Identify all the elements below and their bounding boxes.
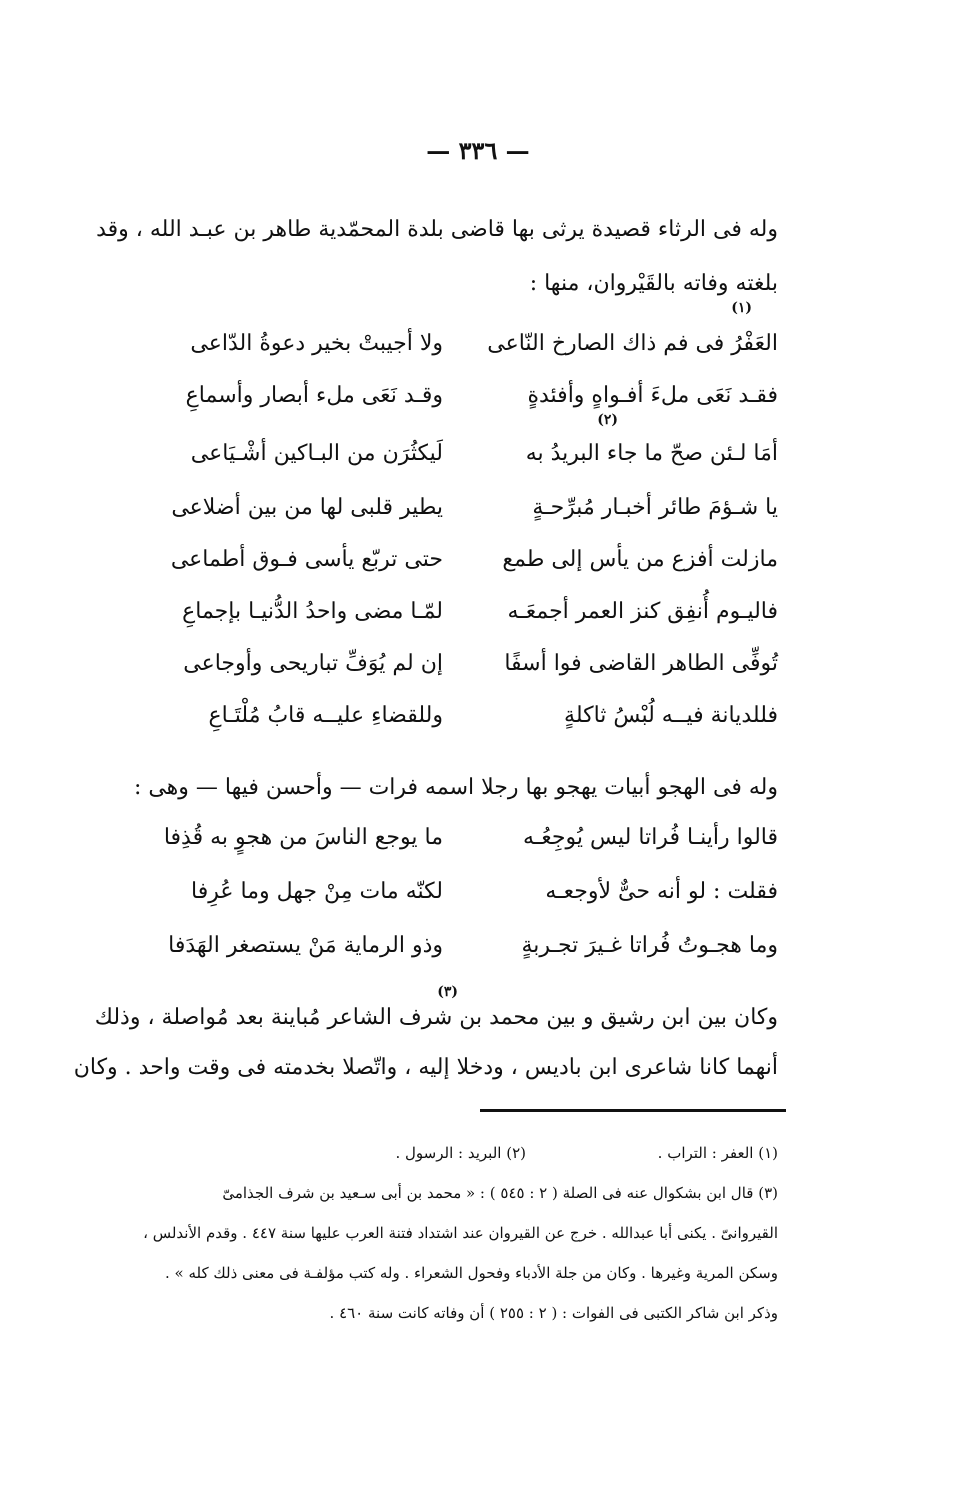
first-hemistich: قالوا رأينـا فُراتا ليس يُوجِعُـه [523,825,778,850]
first-hemistich: أمَا لـئن صحّ ما جاء البريدُ به [525,441,778,466]
second-hemistich: لمّـا مضى واحدُ الدُّنيـا بإجماعِ [182,599,443,624]
footnote-3-line: وسكن المرية وغيرها . وكان من جلة الأدباء وفحول الشعراء . وله كتب مؤلفـة فى معنى ذلك كله » . [164,1264,778,1282]
first-hemistich: تُوفِّى الطاهر القاضى فوا أسفًا [504,651,778,676]
first-hemistich: فقلت : لو أنه حىٌّ لأوجعـه [545,879,778,904]
first-hemistich: يا شـؤمَ طائر أخبـار مُبرِّحـةٍ [532,495,778,520]
verse [178,866,778,918]
body-line: أنهما كانا شاعرى ابن باديس ، ودخلا إليه ، واتّصلا بخدمته فى وقت واحد . وكان [73,1055,778,1080]
verse [178,370,778,422]
first-hemistich: فاليـوم أُنفِق كنز العمر أجمعَـه [507,599,778,624]
intro-line: وله فى الهجو أبيات يهجو بها رجلا اسمه فرات — وأحسن فيها — وهى : [133,775,778,800]
verse [170,534,778,586]
verse [178,638,778,690]
footnote-ref-2: (٢) [597,412,618,428]
second-hemistich: وللقضاءِ عليــه قابُ مُلْتَـاعِ [208,703,443,728]
footnote-3-line: القيروانىّ . يكنى أبا عبدالله . خرج عن القيروان عند اشتداد فتنة العرب عليها سنة ٤٤٧ . وقدم الأندلس ، [143,1224,778,1242]
second-hemistich: حتى تربّع يأسى فـوق أطماعى [170,547,443,572]
verse [178,690,778,742]
verse [163,812,778,864]
second-hemistich: وقـد نَعَى ملء أبصار وأسماعِ [185,383,443,408]
first-hemistich: مازلت أفزع من يأس إلى طمع [502,547,778,572]
footnote-ref-1: (١) [731,300,752,316]
verse [178,318,778,370]
second-hemistich: إن لم يُوَفِّ تباريحى وأوجاعى [183,651,443,676]
body-line: وكان بين ابن رشيق و بين محمد بن شرف الشاعر مُباينة بعد مُواصلة ، وذلك [94,1005,778,1030]
verse [171,482,778,534]
second-hemistich: ولا أجيبتْ بخير دعوةُ الدّاعى [190,331,443,356]
footnote-divider [480,1109,786,1112]
page-number: — ٣٣٦ — [426,136,530,165]
first-hemistich: العَفْرُ فى فم ذاك الصارخ النّاعى [487,331,778,356]
footnote-2: (٢) البريد : الرسول . [395,1144,526,1162]
first-hemistich: فللديانة فيــه لُبْسُ ثاكلةٍ [564,703,778,728]
first-hemistich: وما هجـوتُ فُراتا غـيرَ تجـربةٍ [521,933,778,958]
intro-line: وله فى الرثاء قصيدة يرثى بها قاضى بلدة المحمّدية طاهر بن عبـد الله ، وقد [96,217,778,242]
footnote-3-line: وذكر ابن شاكر الكتبى فى الفوات : ( ٢ : ٢٥٥ ) أن وفاته كانت سنة ٤٦٠ . [329,1304,778,1322]
intro-line: بلغته وفاته بالقَيْروان، منها : [529,271,778,296]
verse [178,586,778,638]
second-hemistich: لَيكثُرَن من البـاكين أشْـيَاعى [190,441,443,466]
footnote-3-line: (٣) قال ابن بشكوال عنه فى الصلة ( ٢ : ٥٤٥ ) : « محمد بن أبى سـعيد بن شرف الجذامىّ [222,1184,778,1202]
second-hemistich: ما يوجع الناسَ من هجوٍ به قُذِفا [163,825,443,850]
verse [168,920,778,972]
footnote-1: (١) العفر : التراب . [657,1144,778,1162]
second-hemistich: لكنّه مات مِنْ جهل وما عُرِفا [191,879,443,904]
second-hemistich: وذو الرماية مَنْ يستصغر الهَدَفا [168,933,443,958]
second-hemistich: يطير قلبى لها من بين أضلاعى [171,495,443,520]
footnote-ref-3: (٣) [437,984,458,1000]
first-hemistich: فقـد نَعَى ملءَ أفـواهٍ وأفئدةٍ [527,383,778,408]
verse [178,428,778,480]
